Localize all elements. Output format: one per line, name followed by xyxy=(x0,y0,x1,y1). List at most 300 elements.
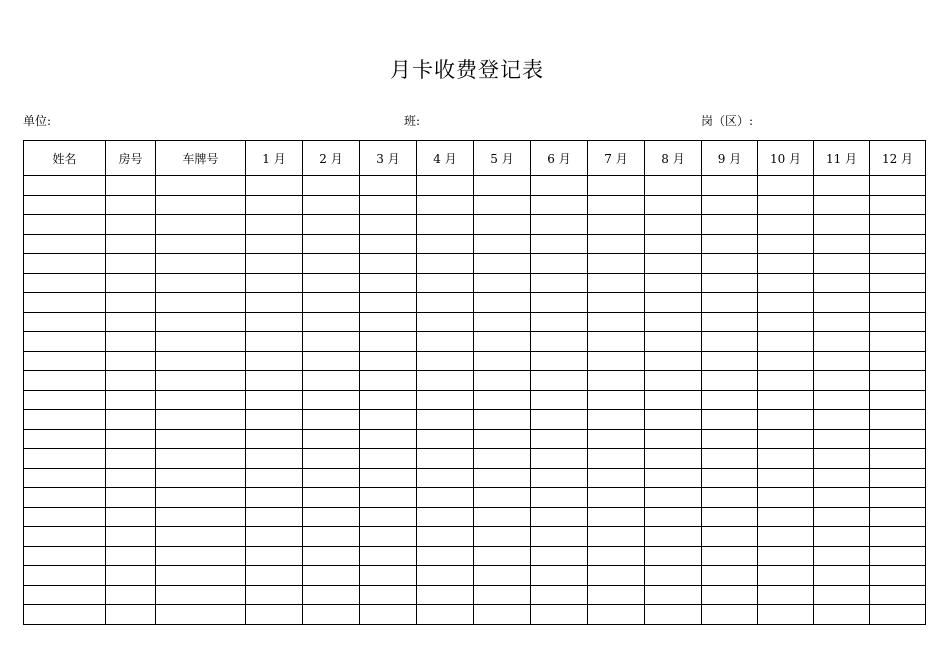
table-cell xyxy=(360,585,417,605)
table-cell xyxy=(474,585,531,605)
table-cell xyxy=(814,371,870,391)
table-cell xyxy=(870,293,926,313)
table-cell xyxy=(870,605,926,625)
table-cell xyxy=(303,195,360,215)
table-cell xyxy=(531,312,588,332)
column-header-month-8: 8 月 xyxy=(645,141,702,176)
table-cell xyxy=(156,312,246,332)
table-row xyxy=(24,215,926,235)
table-cell xyxy=(360,176,417,196)
table-body xyxy=(24,176,926,625)
table-cell xyxy=(106,488,156,508)
table-cell xyxy=(758,215,814,235)
table-cell xyxy=(106,468,156,488)
table-cell xyxy=(156,546,246,566)
table-cell xyxy=(156,371,246,391)
table-cell xyxy=(156,410,246,430)
table-cell xyxy=(246,351,303,371)
table-cell xyxy=(814,468,870,488)
table-cell xyxy=(702,527,758,547)
table-cell xyxy=(531,449,588,469)
table-cell xyxy=(758,390,814,410)
table-cell xyxy=(24,176,106,196)
table-cell xyxy=(24,195,106,215)
table-cell xyxy=(360,507,417,527)
table-cell xyxy=(417,371,474,391)
table-cell xyxy=(588,410,645,430)
table-cell xyxy=(814,507,870,527)
table-cell xyxy=(758,468,814,488)
table-cell xyxy=(156,566,246,586)
table-row xyxy=(24,312,926,332)
table-cell xyxy=(870,468,926,488)
table-cell xyxy=(417,176,474,196)
table-cell xyxy=(474,468,531,488)
table-cell xyxy=(303,527,360,547)
table-cell xyxy=(106,449,156,469)
table-cell xyxy=(758,351,814,371)
table-cell xyxy=(814,449,870,469)
table-cell xyxy=(588,195,645,215)
table-cell xyxy=(531,585,588,605)
table-cell xyxy=(106,371,156,391)
table-cell xyxy=(156,468,246,488)
table-cell xyxy=(645,215,702,235)
table-header-row xyxy=(24,141,926,176)
table-cell xyxy=(417,507,474,527)
table-cell xyxy=(360,312,417,332)
table-cell xyxy=(246,546,303,566)
table-cell xyxy=(474,507,531,527)
table-cell xyxy=(870,488,926,508)
table-cell xyxy=(417,312,474,332)
table-cell xyxy=(531,546,588,566)
table-cell xyxy=(24,273,106,293)
table-cell xyxy=(474,566,531,586)
table-cell xyxy=(360,371,417,391)
table-cell xyxy=(106,215,156,235)
table-cell xyxy=(702,605,758,625)
table-cell xyxy=(156,527,246,547)
table-cell xyxy=(24,410,106,430)
table-cell xyxy=(474,527,531,547)
post-field-label: 岗（区）: xyxy=(701,114,754,128)
table-cell xyxy=(814,410,870,430)
table-cell xyxy=(24,507,106,527)
table-cell xyxy=(156,507,246,527)
table-cell xyxy=(360,468,417,488)
table-cell xyxy=(24,390,106,410)
table-row xyxy=(24,390,926,410)
table-cell xyxy=(303,215,360,235)
table-cell xyxy=(645,195,702,215)
table-cell xyxy=(814,566,870,586)
table-cell xyxy=(156,215,246,235)
table-cell xyxy=(360,410,417,430)
table-cell xyxy=(417,273,474,293)
table-cell xyxy=(814,429,870,449)
table-cell xyxy=(588,332,645,352)
column-header-name: 姓名 xyxy=(24,141,106,176)
table-cell xyxy=(474,410,531,430)
table-cell xyxy=(360,605,417,625)
table-cell xyxy=(24,312,106,332)
table-cell xyxy=(246,215,303,235)
table-cell xyxy=(814,546,870,566)
table-cell xyxy=(588,468,645,488)
table-cell xyxy=(156,176,246,196)
table-cell xyxy=(156,234,246,254)
table-cell xyxy=(870,429,926,449)
table-cell xyxy=(417,605,474,625)
table-cell xyxy=(645,390,702,410)
table-cell xyxy=(156,293,246,313)
table-cell xyxy=(474,176,531,196)
table-cell xyxy=(417,234,474,254)
table-cell xyxy=(303,351,360,371)
table-cell xyxy=(645,312,702,332)
table-cell xyxy=(360,566,417,586)
table-cell xyxy=(474,390,531,410)
table-cell xyxy=(702,371,758,391)
table-cell xyxy=(588,371,645,391)
table-cell xyxy=(814,195,870,215)
table-cell xyxy=(156,585,246,605)
table-cell xyxy=(758,429,814,449)
table-cell xyxy=(24,585,106,605)
table-cell xyxy=(758,293,814,313)
table-cell xyxy=(531,429,588,449)
table-cell xyxy=(531,410,588,430)
table-cell xyxy=(702,566,758,586)
table-cell xyxy=(702,488,758,508)
table-row xyxy=(24,332,926,352)
table-cell xyxy=(106,176,156,196)
table-cell xyxy=(303,468,360,488)
table-cell xyxy=(474,429,531,449)
table-cell xyxy=(588,546,645,566)
table-cell xyxy=(870,332,926,352)
page-title: 月卡收费登记表 xyxy=(390,58,544,82)
table-cell xyxy=(531,254,588,274)
table-cell xyxy=(758,488,814,508)
table-cell xyxy=(814,390,870,410)
table-cell xyxy=(360,488,417,508)
table-cell xyxy=(645,332,702,352)
table-cell xyxy=(531,488,588,508)
table-cell xyxy=(360,234,417,254)
table-cell xyxy=(24,488,106,508)
table-cell xyxy=(531,332,588,352)
table-cell xyxy=(303,507,360,527)
table-cell xyxy=(24,215,106,235)
table-cell xyxy=(417,254,474,274)
table-cell xyxy=(531,507,588,527)
table-cell xyxy=(870,273,926,293)
table-cell xyxy=(246,293,303,313)
table-cell xyxy=(588,254,645,274)
table-row xyxy=(24,429,926,449)
table-cell xyxy=(531,566,588,586)
table-cell xyxy=(870,215,926,235)
table-cell xyxy=(758,332,814,352)
table-cell xyxy=(870,254,926,274)
table-row xyxy=(24,585,926,605)
table-cell xyxy=(531,371,588,391)
table-cell xyxy=(531,273,588,293)
table-cell xyxy=(645,293,702,313)
table-cell xyxy=(360,273,417,293)
table-cell xyxy=(588,312,645,332)
table-cell xyxy=(588,566,645,586)
table-cell xyxy=(870,449,926,469)
column-header-month-7: 7 月 xyxy=(588,141,645,176)
table-cell xyxy=(24,605,106,625)
table-cell xyxy=(702,332,758,352)
table-row xyxy=(24,254,926,274)
table-cell xyxy=(870,312,926,332)
table-cell xyxy=(156,449,246,469)
table-cell xyxy=(303,293,360,313)
table-cell xyxy=(870,585,926,605)
table-cell xyxy=(360,429,417,449)
table-cell xyxy=(303,410,360,430)
table-cell xyxy=(417,332,474,352)
table-cell xyxy=(474,312,531,332)
table-cell xyxy=(814,585,870,605)
table-cell xyxy=(588,234,645,254)
table-cell xyxy=(870,390,926,410)
table-cell xyxy=(588,293,645,313)
table-cell xyxy=(156,332,246,352)
table-cell xyxy=(645,254,702,274)
table-cell xyxy=(24,351,106,371)
table-cell xyxy=(360,449,417,469)
table-cell xyxy=(303,585,360,605)
table-cell xyxy=(417,195,474,215)
table-cell xyxy=(106,527,156,547)
table-cell xyxy=(303,390,360,410)
table-cell xyxy=(588,351,645,371)
column-header-month-11: 11 月 xyxy=(814,141,870,176)
table-cell xyxy=(417,468,474,488)
table-cell xyxy=(645,527,702,547)
column-header-month-2: 2 月 xyxy=(303,141,360,176)
table-row xyxy=(24,234,926,254)
table-cell xyxy=(246,429,303,449)
table-cell xyxy=(303,332,360,352)
table-cell xyxy=(702,429,758,449)
table-cell xyxy=(474,332,531,352)
table-cell xyxy=(360,332,417,352)
table-cell xyxy=(303,449,360,469)
table-cell xyxy=(531,351,588,371)
table-cell xyxy=(474,195,531,215)
table-cell xyxy=(24,546,106,566)
table-cell xyxy=(870,527,926,547)
table-cell xyxy=(702,507,758,527)
table-cell xyxy=(156,605,246,625)
table-cell xyxy=(106,546,156,566)
table-cell xyxy=(814,254,870,274)
table-cell xyxy=(474,488,531,508)
table-cell xyxy=(474,546,531,566)
table-cell xyxy=(474,449,531,469)
table-cell xyxy=(246,176,303,196)
table-row xyxy=(24,449,926,469)
table-cell xyxy=(814,273,870,293)
table-cell xyxy=(106,195,156,215)
table-cell xyxy=(417,585,474,605)
table-cell xyxy=(360,390,417,410)
table-cell xyxy=(702,273,758,293)
table-cell xyxy=(106,566,156,586)
table-cell xyxy=(360,195,417,215)
table-cell xyxy=(588,176,645,196)
table-cell xyxy=(156,273,246,293)
table-cell xyxy=(417,390,474,410)
column-header-plate: 车牌号 xyxy=(156,141,246,176)
table-cell xyxy=(24,293,106,313)
table-row xyxy=(24,605,926,625)
table-cell xyxy=(360,254,417,274)
table-cell xyxy=(246,332,303,352)
table-row xyxy=(24,273,926,293)
table-cell xyxy=(24,254,106,274)
table-cell xyxy=(303,234,360,254)
table-cell xyxy=(758,449,814,469)
table-cell xyxy=(303,566,360,586)
table-cell xyxy=(474,273,531,293)
table-cell xyxy=(814,527,870,547)
shift-field-label: 班: xyxy=(404,114,421,128)
table-row xyxy=(24,546,926,566)
table-cell xyxy=(417,293,474,313)
table-row xyxy=(24,293,926,313)
table-cell xyxy=(246,273,303,293)
table-cell xyxy=(360,351,417,371)
table-cell xyxy=(588,585,645,605)
table-cell xyxy=(758,410,814,430)
table-cell xyxy=(758,234,814,254)
column-header-month-10: 10 月 xyxy=(758,141,814,176)
table-cell xyxy=(303,371,360,391)
table-cell xyxy=(303,273,360,293)
table-cell xyxy=(106,390,156,410)
table-cell xyxy=(106,351,156,371)
table-cell xyxy=(303,429,360,449)
table-cell xyxy=(702,390,758,410)
table-cell xyxy=(531,390,588,410)
table-row xyxy=(24,507,926,527)
table-cell xyxy=(645,449,702,469)
table-cell xyxy=(870,507,926,527)
table-cell xyxy=(758,605,814,625)
table-cell xyxy=(870,351,926,371)
table-cell xyxy=(246,566,303,586)
table-cell xyxy=(531,527,588,547)
table-row xyxy=(24,566,926,586)
table-cell xyxy=(303,176,360,196)
table-cell xyxy=(24,234,106,254)
table-cell xyxy=(24,468,106,488)
table-cell xyxy=(702,546,758,566)
table-cell xyxy=(531,234,588,254)
table-cell xyxy=(246,390,303,410)
table-cell xyxy=(814,332,870,352)
table-cell xyxy=(474,371,531,391)
table-cell xyxy=(588,390,645,410)
column-header-month-6: 6 月 xyxy=(531,141,588,176)
table-cell xyxy=(645,371,702,391)
table-cell xyxy=(645,273,702,293)
table-cell xyxy=(474,254,531,274)
table-cell xyxy=(417,527,474,547)
table-cell xyxy=(417,546,474,566)
table-cell xyxy=(303,254,360,274)
table-cell xyxy=(758,176,814,196)
table-cell xyxy=(645,468,702,488)
table-cell xyxy=(474,234,531,254)
table-cell xyxy=(702,312,758,332)
table-cell xyxy=(702,234,758,254)
table-cell xyxy=(758,585,814,605)
table-cell xyxy=(303,546,360,566)
table-cell xyxy=(106,410,156,430)
table-cell xyxy=(246,585,303,605)
table-cell xyxy=(645,410,702,430)
table-cell xyxy=(246,527,303,547)
table-cell xyxy=(246,449,303,469)
table-cell xyxy=(106,312,156,332)
table-cell xyxy=(814,234,870,254)
table-cell xyxy=(156,488,246,508)
table-cell xyxy=(588,507,645,527)
column-header-month-9: 9 月 xyxy=(702,141,758,176)
table-cell xyxy=(814,215,870,235)
table-cell xyxy=(417,488,474,508)
table-cell xyxy=(106,273,156,293)
table-cell xyxy=(246,234,303,254)
table-cell xyxy=(246,195,303,215)
table-cell xyxy=(588,429,645,449)
table-cell xyxy=(106,585,156,605)
table-cell xyxy=(24,527,106,547)
table-row xyxy=(24,351,926,371)
table-cell xyxy=(106,293,156,313)
table-cell xyxy=(106,507,156,527)
table-cell xyxy=(156,195,246,215)
table-cell xyxy=(474,351,531,371)
table-cell xyxy=(645,546,702,566)
table-cell xyxy=(303,312,360,332)
table-cell xyxy=(303,605,360,625)
table-row xyxy=(24,527,926,547)
table-cell xyxy=(360,215,417,235)
table-cell xyxy=(645,507,702,527)
column-header-month-12: 12 月 xyxy=(870,141,926,176)
table-cell xyxy=(24,566,106,586)
table-cell xyxy=(758,195,814,215)
table-row xyxy=(24,488,926,508)
table-cell xyxy=(106,254,156,274)
table-cell xyxy=(645,429,702,449)
table-cell xyxy=(870,546,926,566)
column-header-room: 房号 xyxy=(106,141,156,176)
table-cell xyxy=(246,410,303,430)
table-cell xyxy=(24,429,106,449)
table-cell xyxy=(417,410,474,430)
